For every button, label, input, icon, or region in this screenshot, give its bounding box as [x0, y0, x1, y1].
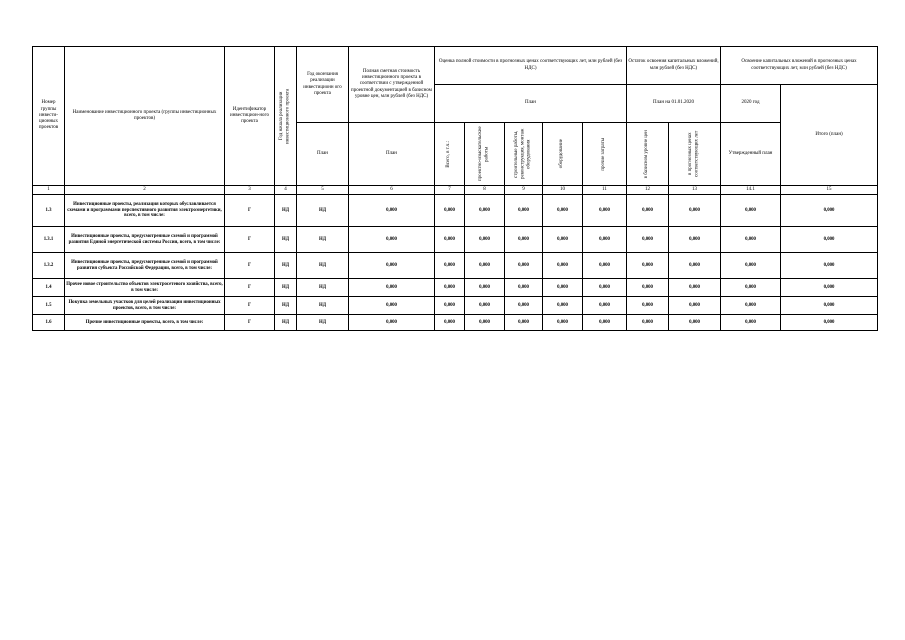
hdr-remaining-cost: Остаток освоения капитальных вложений, млн рублей (без НДС) — [627, 47, 721, 85]
cell-v9: 0,000 — [505, 279, 543, 297]
cell-v6: 0,000 — [349, 279, 435, 297]
table-row — [33, 253, 878, 279]
cell-start: НД — [275, 195, 297, 227]
cell-v14: 0,000 — [721, 279, 781, 297]
cell-v14: 0,000 — [721, 253, 781, 279]
cell-v14: 0,000 — [721, 195, 781, 227]
cell-id: Г — [225, 297, 275, 315]
cell-end: НД — [297, 297, 349, 315]
cell-start: НД — [275, 297, 297, 315]
cell-id: Г — [225, 195, 275, 227]
cell-end: НД — [297, 253, 349, 279]
cell-v6: 0,000 — [349, 253, 435, 279]
cell-name: Прочие инвестиционные проекты, всего, в том числе: — [65, 315, 225, 331]
cell-v8: 0,000 — [465, 253, 505, 279]
header-row-1 — [33, 47, 878, 85]
cell-v10: 0,000 — [543, 227, 583, 253]
hdr-start-year-cell — [275, 47, 297, 186]
cell-v12: 0,000 — [627, 253, 669, 279]
column-number: 9 — [505, 186, 543, 195]
hdr-sub-construction-cell — [505, 123, 543, 186]
cell-v11: 0,000 — [583, 315, 627, 331]
hdr-year-2020: 2020 год — [721, 85, 781, 123]
cell-v9: 0,000 — [505, 195, 543, 227]
hdr-project-name: Наименование инвестиционного проекта (группы инвестиционных проектов) — [65, 47, 225, 186]
hdr-sub-construction: строительные работы, реконструкция, монтаж оборудования — [514, 128, 532, 180]
hdr-start-year: Год начала реализации инвестиционного проекта — [279, 88, 291, 144]
cell-num: 1.3.2 — [33, 253, 65, 279]
hdr-full-cost-forecast: Оценка полной стоимости в прогнозных ценах соответствующих лет, млн рублей (без НДС) — [435, 47, 627, 85]
cell-v15: 0,000 — [781, 279, 878, 297]
column-number: 2 — [65, 186, 225, 195]
column-number: 1 — [33, 186, 65, 195]
cell-v11: 0,000 — [583, 279, 627, 297]
cell-v11: 0,000 — [583, 297, 627, 315]
cell-name: Инвестиционные проекты, предусмотренные схемой и программой развития Единой энергетической системы России, всего, в том числе: — [65, 227, 225, 253]
cell-v12: 0,000 — [627, 279, 669, 297]
cell-v6: 0,000 — [349, 315, 435, 331]
table-body — [33, 195, 878, 331]
column-number: 12 — [627, 186, 669, 195]
cell-start: НД — [275, 315, 297, 331]
cell-v10: 0,000 — [543, 253, 583, 279]
cell-v8: 0,000 — [465, 227, 505, 253]
cell-v12: 0,000 — [627, 227, 669, 253]
hdr-sub-forecast-prices: в прогнозных ценах соответствующих лет — [688, 130, 700, 178]
cell-v13: 0,000 — [669, 195, 721, 227]
cell-v6: 0,000 — [349, 297, 435, 315]
column-number: 15 — [781, 186, 878, 195]
cell-v13: 0,000 — [669, 227, 721, 253]
cell-v9: 0,000 — [505, 297, 543, 315]
cell-v9: 0,000 — [505, 315, 543, 331]
hdr-plan: План — [435, 85, 627, 123]
hdr-project-id: Идентификатор инвестицион-ного проекта — [225, 47, 275, 186]
cell-num: 1.4 — [33, 279, 65, 297]
hdr-sub-equipment-cell — [543, 123, 583, 186]
hdr-plan-date: План на 01.01.2020 — [627, 85, 721, 123]
cell-id: Г — [225, 279, 275, 297]
hdr-sub-forecast-prices-cell — [669, 123, 721, 186]
column-number: 6 — [349, 186, 435, 195]
column-number: 11 — [583, 186, 627, 195]
table-row — [33, 297, 878, 315]
cell-name: Прочее новое строительство объектов электросетевого хозяйства, всего, в том числе: — [65, 279, 225, 297]
cell-v11: 0,000 — [583, 195, 627, 227]
cell-v15: 0,000 — [781, 253, 878, 279]
cell-v7: 0,000 — [435, 195, 465, 227]
table-row — [33, 195, 878, 227]
hdr-plan-col6: План — [349, 123, 435, 186]
column-number: 10 — [543, 186, 583, 195]
cell-v7: 0,000 — [435, 297, 465, 315]
hdr-sub-total-cell — [435, 123, 465, 186]
cell-v6: 0,000 — [349, 227, 435, 253]
cell-v12: 0,000 — [627, 315, 669, 331]
table-row — [33, 227, 878, 253]
hdr-full-cost: Полная сметная стоимость инвестиционного проекта в соответствии с утвержденной проектной документацией в базисном уровне цен, млн рублей (без НДС) — [349, 47, 435, 123]
cell-end: НД — [297, 315, 349, 331]
column-number: 13 — [669, 186, 721, 195]
cell-v8: 0,000 — [465, 279, 505, 297]
cell-id: Г — [225, 227, 275, 253]
cell-v14: 0,000 — [721, 227, 781, 253]
hdr-sub-design-cell — [465, 123, 505, 186]
hdr-sub-equipment: оборудование — [559, 139, 565, 169]
cell-v7: 0,000 — [435, 253, 465, 279]
cell-start: НД — [275, 227, 297, 253]
hdr-end-year: Год окончания реализации инвестиционн ого проекта — [297, 47, 349, 123]
hdr-sub-base-prices: в базисном уровне цен — [644, 129, 650, 179]
cell-v12: 0,000 — [627, 195, 669, 227]
cell-v15: 0,000 — [781, 315, 878, 331]
cell-num: 1.3 — [33, 195, 65, 227]
cell-v7: 0,000 — [435, 227, 465, 253]
cell-id: Г — [225, 253, 275, 279]
cell-v12: 0,000 — [627, 297, 669, 315]
cell-id: Г — [225, 315, 275, 331]
cell-start: НД — [275, 253, 297, 279]
column-number-row — [33, 186, 878, 195]
hdr-capital-forecast: Освоение капитальных вложений в прогнозных ценах соответствующих лет, млн рублей (без НДС) — [721, 47, 878, 85]
hdr-total-plan: Итого (план) — [781, 85, 878, 186]
cell-v8: 0,000 — [465, 315, 505, 331]
cell-v13: 0,000 — [669, 279, 721, 297]
cell-num: 1.6 — [33, 315, 65, 331]
cell-v7: 0,000 — [435, 315, 465, 331]
column-number: 8 — [465, 186, 505, 195]
cell-end: НД — [297, 195, 349, 227]
hdr-plan-col5: План — [297, 123, 349, 186]
hdr-approved-plan: Утвержденный план — [721, 123, 781, 186]
column-number: 3 — [225, 186, 275, 195]
cell-v10: 0,000 — [543, 195, 583, 227]
cell-name: Инвестиционные проекты, реализация которых обуславливается схемами и программами перспективного развития электроэнергетики, всего, в том числе: — [65, 195, 225, 227]
hdr-sub-base-prices-cell — [627, 123, 669, 186]
cell-v15: 0,000 — [781, 195, 878, 227]
hdr-sub-other-cell — [583, 123, 627, 186]
cell-v11: 0,000 — [583, 227, 627, 253]
cell-v8: 0,000 — [465, 297, 505, 315]
cell-num: 1.3.1 — [33, 227, 65, 253]
investment-table-sheet — [32, 46, 877, 331]
hdr-sub-total: Всего, в т.ч.: — [446, 140, 452, 168]
column-number: 5 — [297, 186, 349, 195]
table-row — [33, 315, 878, 331]
hdr-sub-other: прочие затраты — [601, 137, 607, 171]
cell-num: 1.5 — [33, 297, 65, 315]
cell-v14: 0,000 — [721, 315, 781, 331]
cell-end: НД — [297, 279, 349, 297]
cell-v15: 0,000 — [781, 227, 878, 253]
cell-start: НД — [275, 279, 297, 297]
cell-v14: 0,000 — [721, 297, 781, 315]
investment-table — [32, 46, 878, 331]
hdr-sub-design: проектно-изыскательские работы — [478, 126, 490, 182]
cell-v11: 0,000 — [583, 253, 627, 279]
table-row — [33, 279, 878, 297]
cell-v15: 0,000 — [781, 297, 878, 315]
column-number: 14.1 — [721, 186, 781, 195]
cell-v6: 0,000 — [349, 195, 435, 227]
cell-v13: 0,000 — [669, 253, 721, 279]
cell-v9: 0,000 — [505, 227, 543, 253]
cell-v9: 0,000 — [505, 253, 543, 279]
cell-v8: 0,000 — [465, 195, 505, 227]
cell-v10: 0,000 — [543, 297, 583, 315]
cell-v13: 0,000 — [669, 297, 721, 315]
hdr-group-number: Номер группы инвести-ционных проектов — [33, 47, 65, 186]
cell-v7: 0,000 — [435, 279, 465, 297]
column-number: 4 — [275, 186, 297, 195]
cell-end: НД — [297, 227, 349, 253]
cell-name: Покупка земельных участков для целей реализации инвестиционных проектов, всего, в том числе: — [65, 297, 225, 315]
column-number: 7 — [435, 186, 465, 195]
cell-v13: 0,000 — [669, 315, 721, 331]
cell-name: Инвестиционные проекты, предусмотренные схемой и программой развития субъекта Российской Федерации, всего, в том числе: — [65, 253, 225, 279]
cell-v10: 0,000 — [543, 315, 583, 331]
cell-v10: 0,000 — [543, 279, 583, 297]
